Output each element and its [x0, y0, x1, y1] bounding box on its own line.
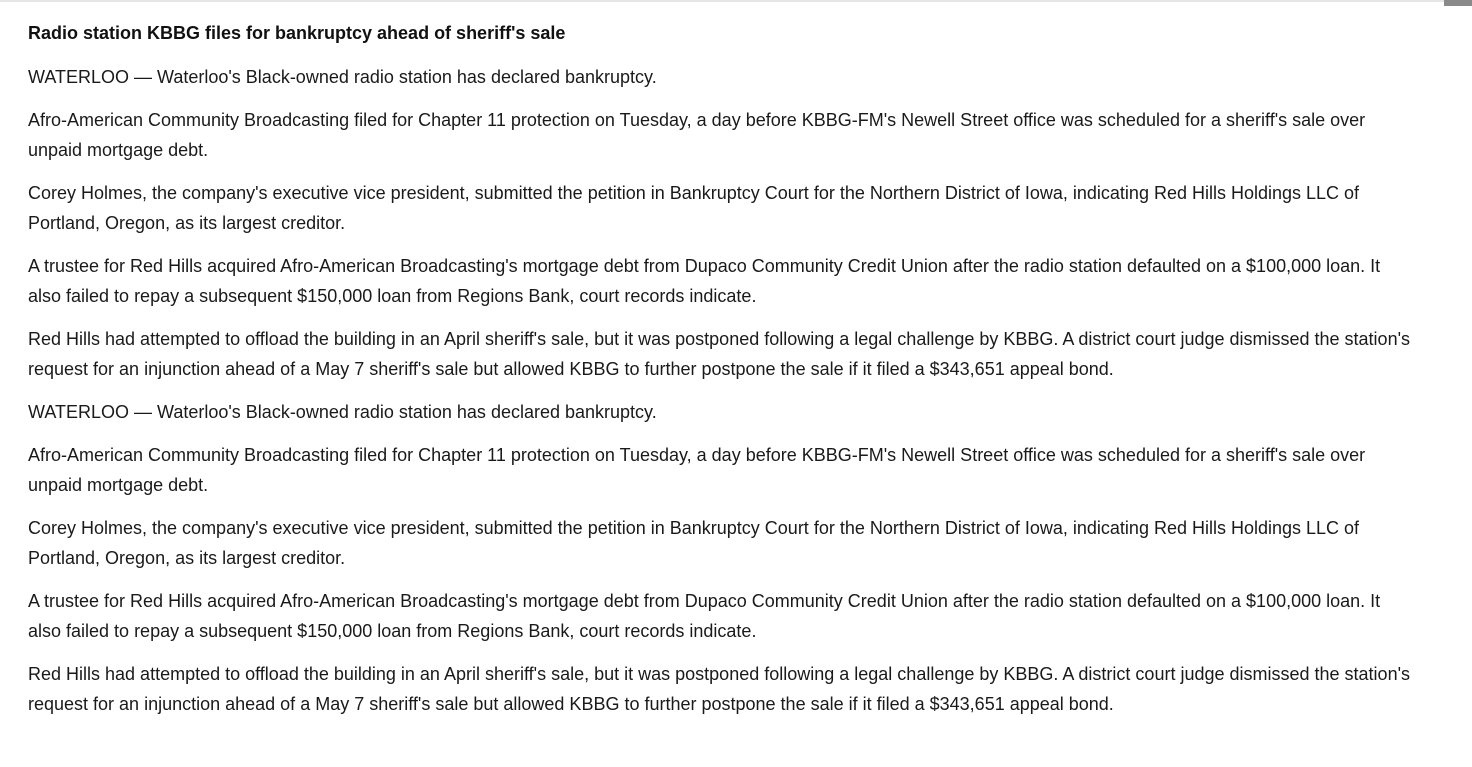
article-paragraph: A trustee for Red Hills acquired Afro-American Broadcasting's mortgage debt from Dupaco Community Credit Union after the radio station defaulted on a $100,000 loan. It also failed to repay a subsequent $150,000 loan from Regions Bank, court records indicate.	[28, 256, 1381, 306]
article-paragraph: Corey Holmes, the company's executive vice president, submitted the petition in Bankruptcy Court for the Northern District of Iowa, indicating Red Hills Holdings LLC of Portland, Oregon, as its largest creditor.	[28, 183, 1360, 233]
article-paragraph: A trustee for Red Hills acquired Afro-American Broadcasting's mortgage debt from Dupaco Community Credit Union after the radio station defaulted on a $100,000 loan. It also failed to repay a subsequent $150,000 loan from Regions Bank, court records indicate.	[28, 591, 1381, 641]
article-paragraph: Red Hills had attempted to offload the building in an April sheriff's sale, but it was postponed following a legal challenge by KBBG. A district court judge dismissed the station's request for an injunction ahead of a May 7 sheriff's sale but allowed KBBG to further postpone the sale if it filed a $343,651 appeal bond.	[28, 664, 1411, 714]
article-paragraph: Afro-American Community Broadcasting filed for Chapter 11 protection on Tuesday, a day before KBBG-FM's Newell Street office was scheduled for a sheriff's sale over unpaid mortgage debt.	[28, 445, 1366, 495]
article-paragraph: WATERLOO — Waterloo's Black-owned radio station has declared bankruptcy.	[28, 402, 657, 422]
article-body	[28, 20, 1413, 732]
article-paragraph: WATERLOO — Waterloo's Black-owned radio station has declared bankruptcy.	[28, 67, 657, 87]
article-headline: Radio station KBBG files for bankruptcy ahead of sheriff's sale	[28, 23, 566, 43]
article-paragraph: Corey Holmes, the company's executive vice president, submitted the petition in Bankruptcy Court for the Northern District of Iowa, indicating Red Hills Holdings LLC of Portland, Oregon, as its largest creditor.	[28, 518, 1360, 568]
top-divider	[0, 0, 1472, 2]
article-paragraph: Red Hills had attempted to offload the building in an April sheriff's sale, but it was postponed following a legal challenge by KBBG. A district court judge dismissed the station's request for an injunction ahead of a May 7 sheriff's sale but allowed KBBG to further postpone the sale if it filed a $343,651 appeal bond.	[28, 329, 1411, 379]
scrollbar-thumb[interactable]	[1444, 0, 1472, 6]
article-paragraph: Afro-American Community Broadcasting filed for Chapter 11 protection on Tuesday, a day before KBBG-FM's Newell Street office was scheduled for a sheriff's sale over unpaid mortgage debt.	[28, 110, 1366, 160]
